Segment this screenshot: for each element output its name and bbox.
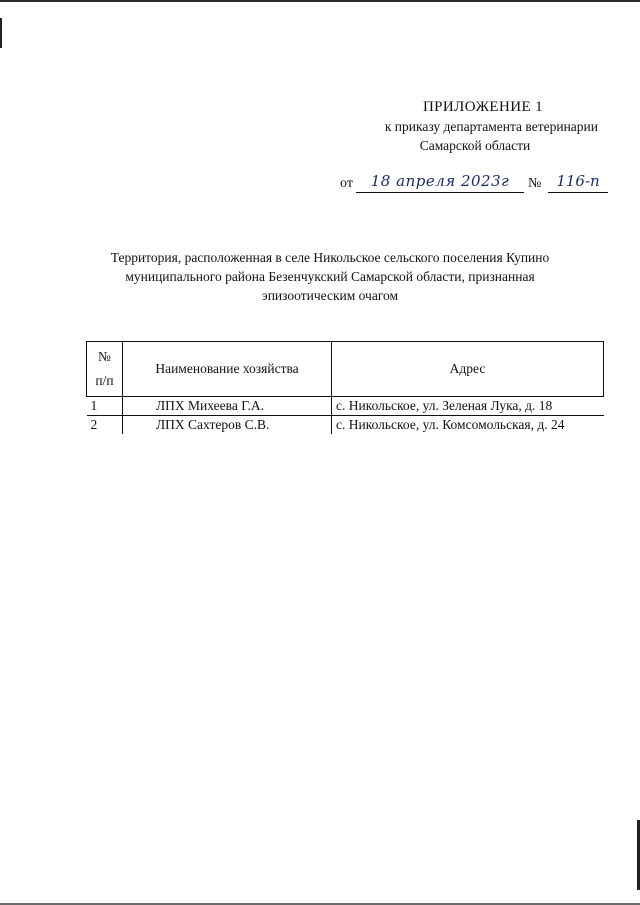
table-header-row [87, 342, 604, 397]
header-farm-name: Наименование хозяйства [123, 342, 332, 397]
annex-block [340, 98, 610, 155]
scan-edge-top [0, 0, 640, 2]
table-row [87, 397, 604, 416]
document-heading [80, 248, 580, 305]
header-number [87, 342, 123, 397]
order-number-handwritten: 116-п [548, 172, 608, 193]
row-number: 2 [87, 416, 123, 435]
order-date-label: от [340, 176, 353, 191]
annex-order-reference: к приказу департамента ветеринарии [384, 119, 598, 134]
table-row [87, 416, 604, 435]
order-number-label: № [528, 176, 542, 191]
order-date-handwritten: 18 апреля 2023г [356, 172, 524, 193]
heading-line-2: муниципального района Безенчукский Самарской области, признанная [125, 269, 535, 284]
row-address: с. Никольское, ул. Комсомольская, д. 24 [332, 416, 604, 435]
row-number: 1 [87, 397, 123, 416]
row-farm-name: ЛПХ Михеева Г.А. [123, 397, 332, 416]
farms-table-header [87, 342, 604, 397]
farms-table [86, 341, 604, 434]
header-number-symbol: № [98, 349, 111, 364]
scan-edge-left [0, 18, 2, 48]
heading-line-3: эпизоотическим очагом [261, 288, 399, 303]
row-farm-name: ЛПХ Сахтеров С.В. [123, 416, 332, 435]
header-number-pp: п/п [95, 373, 114, 388]
annex-title: ПРИЛОЖЕНИЕ 1 [422, 99, 544, 115]
farms-table-body [87, 397, 604, 435]
heading-line-1: Территория, расположенная в селе Никольское сельского поселения Купино [110, 250, 550, 265]
order-date-number-line [340, 172, 620, 194]
annex-region: Самарской области [419, 138, 531, 153]
header-address: Адрес [332, 342, 604, 397]
row-address: с. Никольское, ул. Зеленая Лука, д. 18 [332, 397, 604, 416]
